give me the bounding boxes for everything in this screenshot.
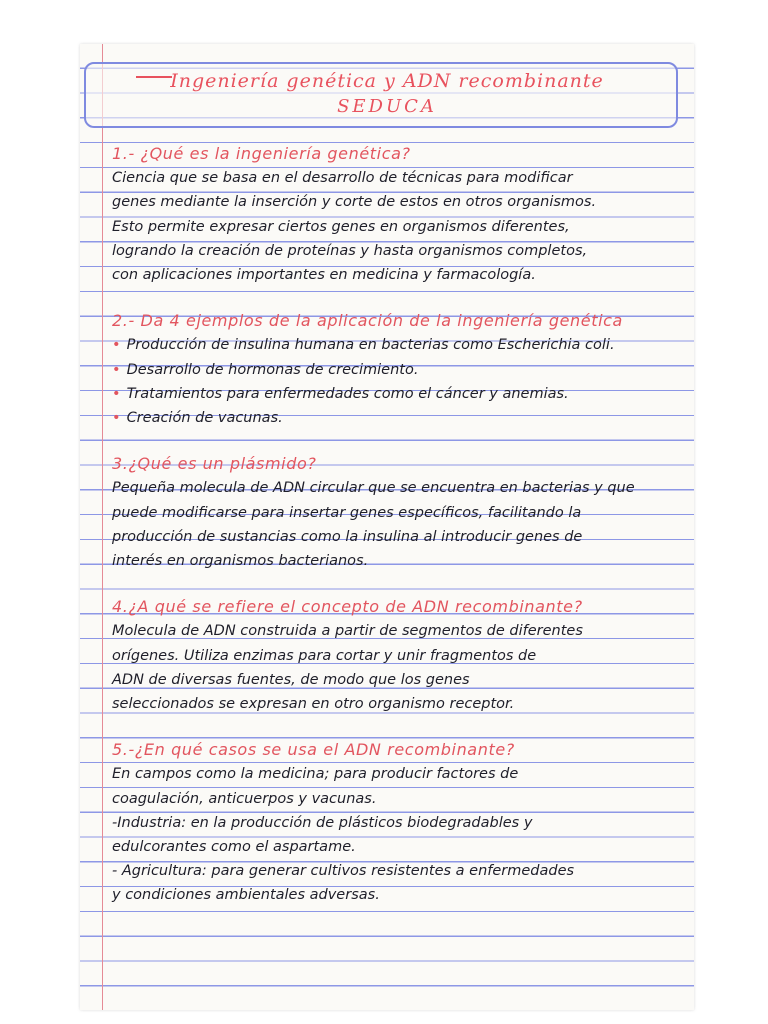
notes-content <box>112 142 687 908</box>
list-item: • Tratamientos para enfermedades como el cáncer y anemias. <box>112 385 569 402</box>
answer-5-line: y condiciones ambientales adversas. <box>112 887 380 904</box>
answer-3-line: Pequeña molecula de ADN circular que se encuentra en bacterias y que <box>112 480 635 497</box>
answer-3-line: interés en organismos bacterianos. <box>112 553 369 570</box>
answer-5-line: edulcorantes como el aspartame. <box>112 839 356 856</box>
question-2: 2.- Da 4 ejemplos de la aplicación de la ingeniería genética <box>112 311 623 331</box>
list-item: • Creación de vacunas. <box>112 410 283 427</box>
answer-1-line: Esto permite expresar ciertos genes en organismos diferentes, <box>112 218 570 235</box>
bullet-icon: • <box>112 385 121 402</box>
answer-4-line: seleccionados se expresan en otro organismo receptor. <box>112 696 515 713</box>
bullet-icon: • <box>112 337 121 354</box>
answer-3-line: puede modificarse para insertar genes específicos, facilitando la <box>112 504 582 521</box>
bullet-icon: • <box>112 410 121 427</box>
page-subtitle: SEDUCA <box>337 96 437 117</box>
answer-1-line: genes mediante la inserción y corte de estos en otros organismos. <box>112 194 597 211</box>
answer-5-line: - Agricultura: para generar cultivos resistentes a enfermedades <box>112 863 575 880</box>
answer-4-line: Molecula de ADN construida a partir de segmentos de diferentes <box>112 623 583 640</box>
answer-4-line: ADN de diversas fuentes, de modo que los genes <box>112 671 470 688</box>
answer-1-line: logrando la creación de proteínas y hasta organismos completos, <box>112 242 588 259</box>
answer-1-line: Ciencia que se basa en el desarrollo de técnicas para modificar <box>112 170 573 187</box>
list-item: • Producción de insulina humana en bacterias como Escherichia coli. <box>112 337 615 354</box>
question-1: 1.- ¿Qué es la ingeniería genética? <box>112 144 411 163</box>
answer-1-line: con aplicaciones importantes en medicina y farmacología. <box>112 267 536 284</box>
examples-list <box>112 333 687 430</box>
bullet-icon: • <box>112 361 121 378</box>
margin-line <box>102 44 103 1010</box>
question-5: 5.-¿En qué casos se usa el ADN recombinante? <box>112 740 515 760</box>
page-title: Ingeniería genética y ADN recombinante <box>170 70 604 92</box>
question-4: 4.¿A qué se refiere el concepto de ADN recombinante? <box>112 597 583 617</box>
answer-5-line: coagulación, anticuerpos y vacunas. <box>112 790 377 807</box>
answer-3-line: producción de sustancias como la insulina al introducir genes de <box>112 528 583 545</box>
answer-5-line: -Industria: en la producción de plásticos biodegradables y <box>112 814 533 831</box>
answer-5-line: En campos como la medicina; para producir factores de <box>112 766 519 783</box>
list-item: • Desarrollo de hormonas de crecimiento. <box>112 361 419 378</box>
answer-4-line: orígenes. Utiliza enzimas para cortar y unir fragmentos de <box>112 647 537 664</box>
question-3: 3.¿Qué es un plásmido? <box>112 454 317 474</box>
notebook-page <box>80 44 694 1010</box>
